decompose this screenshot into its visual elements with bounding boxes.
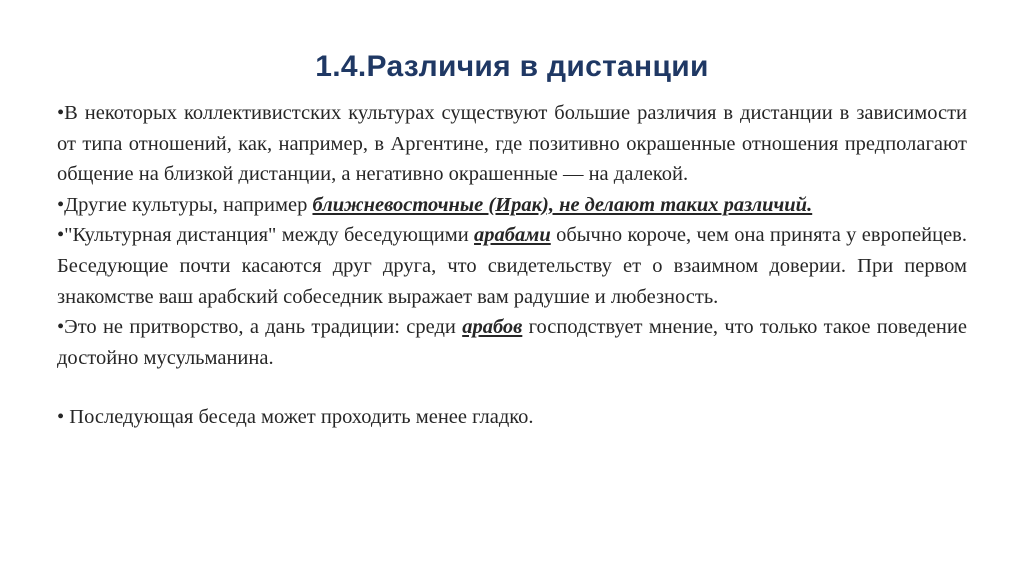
paragraph-lead: •Это не притворство, а дань традиции: среди [57,316,463,339]
paragraph-text: •В некоторых коллективистских культурах существуют большие различия в дистанции в зависимости от типа отношений, как, например, в Аргентине, где позитивно окрашенные отношения предполагают общение на близкой дистанции, а негативно окрашенные — на далекой. [57,102,967,186]
paragraph-conversation [57,402,967,433]
paragraph-tradition [57,312,967,373]
paragraph-lead: •Другие культуры, например [57,193,313,216]
emphasis-text: арабами [474,224,551,247]
slide-body [57,98,967,433]
paragraph-spacer [57,373,967,402]
paragraph-rest: обычно короче, чем она принята у европейцев. Беседующие почти касаются друг друга, что свидетельству ет о взаимном доверии. При первом знакомстве ваш арабский собеседник выражает вам радушие и любезность. [57,224,967,308]
slide-title: 1.4.Различия в дистанции [315,50,709,83]
paragraph-lead: •"Культурная дистанция" между беседующими [57,224,475,247]
paragraph-argentina [57,98,967,190]
paragraph-text: • Последующая беседа может проходить менее гладко. [57,406,534,429]
paragraph-arabs-distance [57,220,967,312]
paragraph-rest: господствует мнение, что только такое поведение достойно мусульманина. [57,316,967,369]
emphasis-text: арабов [462,316,523,339]
paragraph-middle-east [57,190,967,221]
emphasis-text: ближневосточные (Ирак), не делают таких различий. [312,193,813,216]
